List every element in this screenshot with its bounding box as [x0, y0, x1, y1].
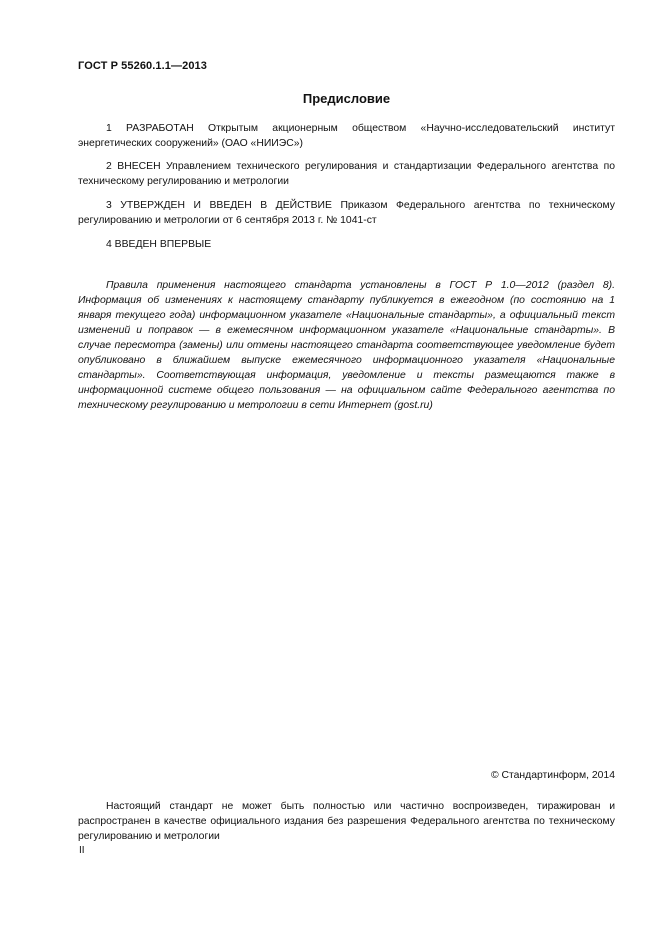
- reproduction-notice: Настоящий стандарт не может быть полностью или частично воспроизведен, тиражирован и распространен в качестве официального издания без разрешения Федерального агентства по техническому регулированию и метрологии: [78, 801, 615, 842]
- page-title: Предисловие: [302, 91, 391, 106]
- preface-item-1: 1 РАЗРАБОТАН Открытым акционерным обществом «Научно-исследовательский институт энергетических сооружений» (ОАО «НИИЭС»): [78, 123, 615, 149]
- page-number: II: [79, 845, 85, 856]
- copyright-line: © Стандартинформ, 2014: [490, 770, 615, 781]
- standard-code: ГОСТ Р 55260.1.1—2013: [78, 60, 207, 72]
- preface-item-4: 4 ВВЕДЕН ВПЕРВЫЕ: [106, 239, 212, 250]
- preface-item-2: 2 ВНЕСЕН Управлением технического регулирования и стандартизации Федерального агентства по техническому регулированию и метрологии: [78, 161, 615, 187]
- preface-item-3: 3 УТВЕРЖДЕН И ВВЕДЕН В ДЕЙСТВИЕ Приказом Федерального агентства по техническому регулированию и метрологии от 6 сентября 2013 г. № 1041-ст: [78, 200, 615, 226]
- application-rules-notice: Правила применения настоящего стандарта установлены в ГОСТ Р 1.0—2012 (раздел 8). Информация об изменениях к настоящему стандарту публикуется в ежегодном (по состоянию на 1 января текущего года) информационном указателе «Национальные стандарты», а официальный текст изменений и поправок — в ежемесячном информационном указателе «Национальные стандарты». В случае пересмотра (замены) или отмены настоящего стандарта соответствующее уведомление будет опубликовано в ближайшем выпуске ежемесячного информационного указателя «Национальные стандарты». Соответствующая информация, уведомление и тексты размещаются также в информационной системе общего пользования — на официальном сайте Федерального агентства по техническому регулированию и метрологии в сети Интернет (gost.ru): [78, 280, 615, 411]
